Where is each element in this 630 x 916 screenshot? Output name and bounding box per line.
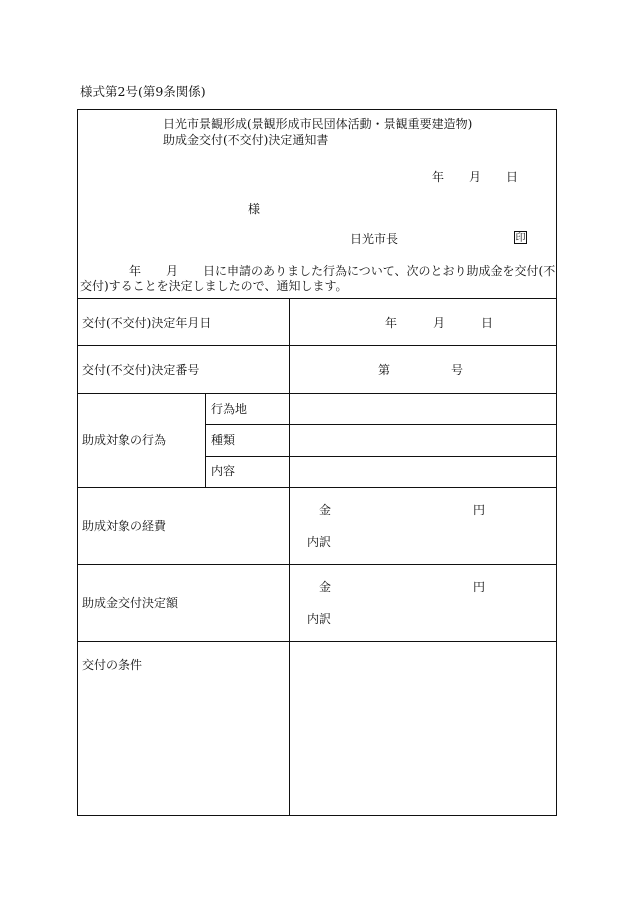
notice-date-month: 月 <box>469 170 482 184</box>
decision-date-label: 交付(不交付)決定年月日 <box>82 316 212 330</box>
row-divider-4 <box>77 564 557 565</box>
act-type-label: 種類 <box>211 433 236 447</box>
notice-date-year: 年 <box>432 170 445 184</box>
decision-number-label: 交付(不交付)決定番号 <box>82 363 200 377</box>
seal-mark: 印 <box>515 233 526 244</box>
document-title-line1: 日光市景観形成(景観形成市民団体活動・景観重要建造物) <box>163 117 473 131</box>
number-suffix: 号 <box>451 363 464 377</box>
body-year: 年 <box>129 264 142 278</box>
row-divider-1 <box>77 345 557 346</box>
cost-kin: 金 <box>319 503 332 517</box>
conditions-label: 交付の条件 <box>82 658 143 672</box>
grant-kin: 金 <box>319 580 332 594</box>
subrow-divider-2 <box>205 456 557 457</box>
subrow-divider-1 <box>205 424 557 425</box>
form-number-label: 様式第2号(第9条関係) <box>80 84 206 99</box>
row-divider-2 <box>77 393 557 394</box>
table-top-line <box>77 298 557 299</box>
notice-form-frame <box>77 109 557 816</box>
body-text-line2: 交付)することを決定しましたので、通知します。 <box>80 279 348 293</box>
number-prefix: 第 <box>378 363 391 377</box>
row-divider-5 <box>77 641 557 642</box>
row-divider-3 <box>77 487 557 488</box>
target-act-label: 助成対象の行為 <box>82 433 167 447</box>
grant-amount-label: 助成金交付決定額 <box>82 596 179 610</box>
column-divider-sub <box>205 393 206 487</box>
issuer-name: 日光市長 <box>350 232 399 246</box>
decision-date-month: 月 <box>433 316 446 330</box>
decision-date-year: 年 <box>385 316 398 330</box>
notice-date-day: 日 <box>506 170 519 184</box>
document-title-line2: 助成金交付(不交付)決定通知書 <box>163 133 329 147</box>
cost-yen: 円 <box>473 503 486 517</box>
grant-yen: 円 <box>473 580 486 594</box>
act-content-label: 内容 <box>211 464 236 478</box>
body-text-line1: 日に申請のありました行為について、次のとおり助成金を交付(不 <box>203 264 556 278</box>
cost-breakdown: 内訳 <box>307 535 332 549</box>
decision-date-day: 日 <box>481 316 494 330</box>
body-month: 月 <box>166 264 179 278</box>
column-divider-main <box>289 298 290 816</box>
target-cost-label: 助成対象の経費 <box>82 519 167 533</box>
grant-breakdown: 内訳 <box>307 612 332 626</box>
act-location-label: 行為地 <box>211 402 248 416</box>
addressee-suffix: 様 <box>248 202 261 216</box>
